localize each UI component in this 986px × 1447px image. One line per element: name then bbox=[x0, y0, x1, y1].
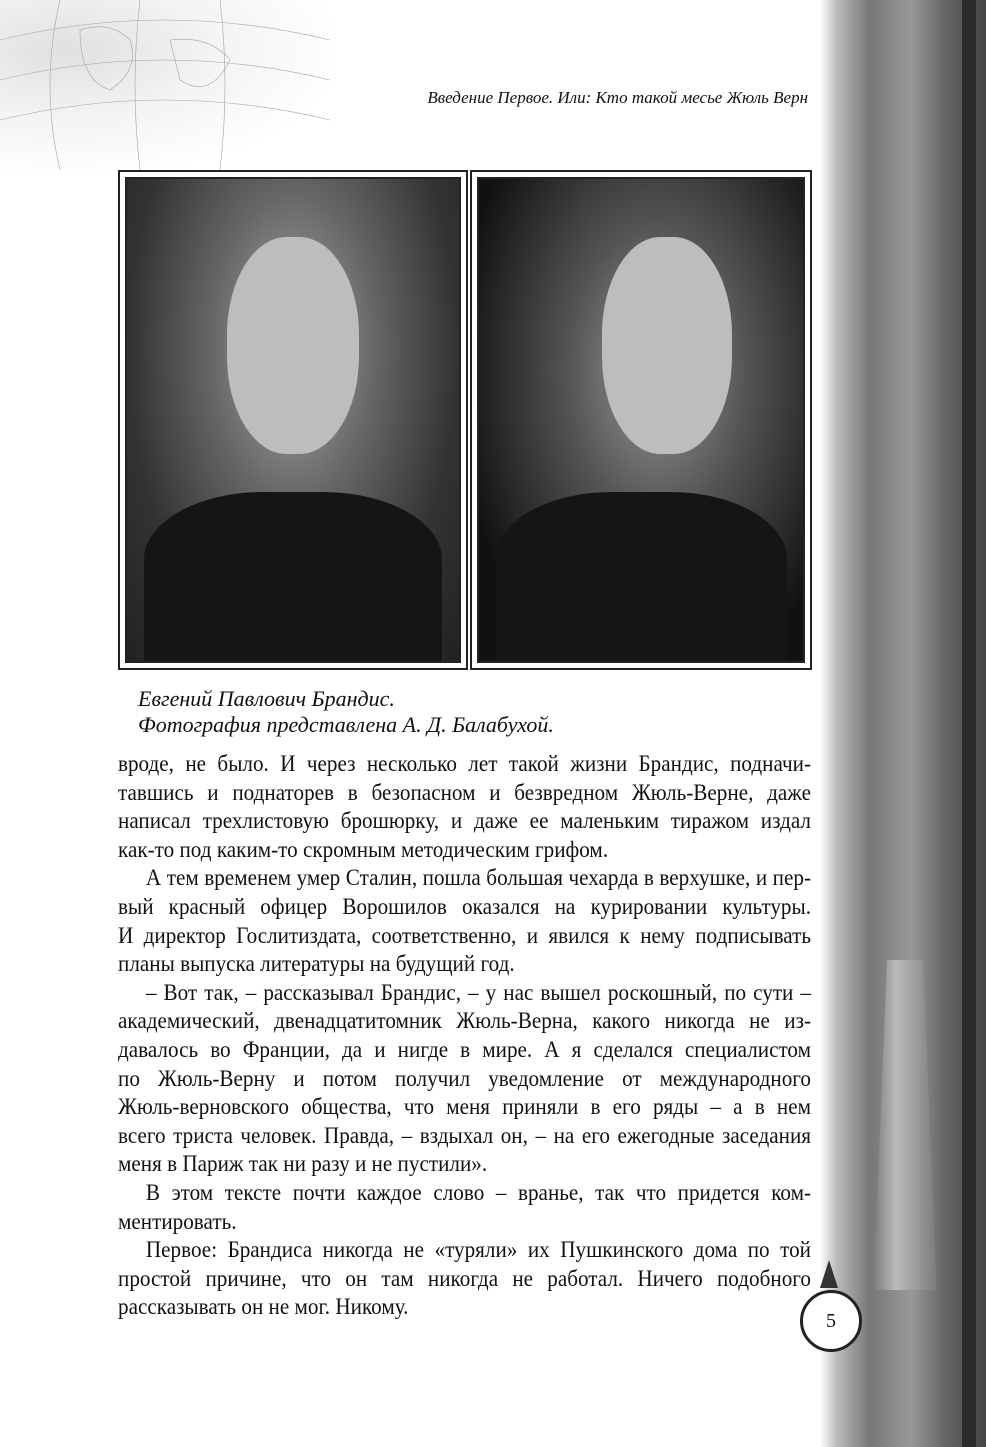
text-line: давалось во Франции, да и нигде в мире. А я сделался специалистом bbox=[118, 1036, 811, 1063]
text-line: В этом тексте почти каждое слово – вранье, так что придется ком- bbox=[145, 1179, 811, 1206]
text-line: академический, двенадцатитомник Жюль-Верна, какого никогда не из- bbox=[118, 1008, 811, 1035]
running-header: Введение Первое. Или: Кто такой месье Жюль Верн bbox=[427, 88, 808, 107]
decorative-side-strip bbox=[820, 0, 986, 1447]
page-number: 5 bbox=[800, 1290, 862, 1352]
text-line: простой причине, что он там никогда не работал. Ничего подобного bbox=[118, 1265, 811, 1292]
text-line: ментировать. bbox=[118, 1208, 237, 1235]
text-line: Первое: Брандиса никогда не «туряли» их Пушкинского дома по той bbox=[145, 1237, 811, 1264]
photo-caption bbox=[138, 686, 554, 738]
text-line: планы выпуска литературы на будущий год. bbox=[118, 951, 515, 978]
text-line: И директор Гослитиздата, соответственно, и явился к нему подписывать bbox=[118, 922, 811, 949]
text-line: написал трехлистовую брошюрку, и даже ее маленьким тиражом издал bbox=[118, 808, 811, 835]
text-line: по Жюль-Верну и потом получил уведомление от международного bbox=[118, 1065, 811, 1092]
text-line: рассказывать он не мог. Никому. bbox=[118, 1294, 409, 1321]
text-line: Жюль-верновского общества, что меня приняли в его ряды – а в нем bbox=[118, 1094, 811, 1121]
text-line: меня в Париж так ни разу и не пустили». bbox=[118, 1151, 488, 1178]
text-line: вый красный офицер Ворошилов оказался на курировании культуры. bbox=[118, 893, 811, 920]
text-line: вроде, не было. И через несколько лет такой жизни Брандис, подначи- bbox=[118, 751, 811, 777]
portrait-photo-left bbox=[125, 177, 461, 663]
photo-frame-left bbox=[118, 170, 468, 670]
compass-arrow-icon bbox=[820, 1260, 838, 1288]
portrait-photo-right bbox=[477, 177, 805, 663]
text-line: тавшись и поднаторев в безопасном и безвредном Жюль-Верне, даже bbox=[118, 779, 811, 806]
text-line: А тем временем умер Сталин, пошла большая чехарда в верхушке, и пер- bbox=[145, 865, 811, 892]
text-line: всего триста человек. Правда, – вздыхал он, – на его ежегодные заседания bbox=[118, 1122, 811, 1149]
body-text bbox=[118, 750, 811, 1322]
world-map-decoration bbox=[0, 0, 330, 170]
lighthouse-illustration bbox=[860, 960, 950, 1290]
text-line: как-то под каким-то скромным методическим грифом. bbox=[118, 836, 609, 863]
decorative-pole bbox=[962, 0, 976, 1447]
caption-line: Фотография представлена А. Д. Балабухой. bbox=[138, 712, 554, 737]
text-line: – Вот так, – рассказывал Брандис, – у нас вышел роскошный, по сути – bbox=[145, 979, 811, 1006]
caption-line: Евгений Павлович Брандис. bbox=[138, 686, 395, 711]
photo-frame-right bbox=[470, 170, 812, 670]
